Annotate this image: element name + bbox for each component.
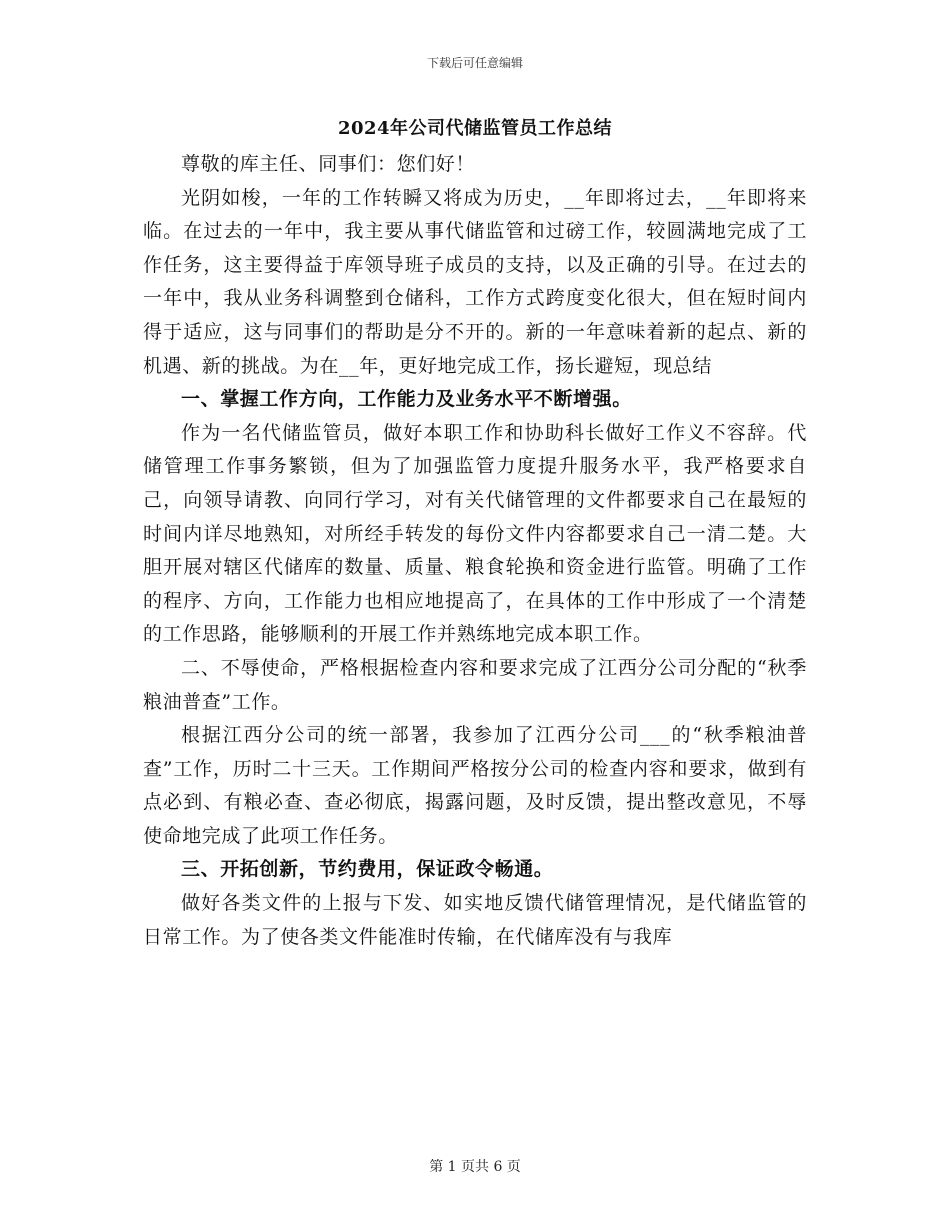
section-2-paragraph: 根据江西分公司的统一部署，我参加了江西分公司___的“秋季粮油普查”工作，历时二十三天。工作期间严格按分公司的检查内容和要求，做到有点必到、有粮必查、查必彻底，揭露问题，及时反馈，提出整改意见，不辱使命地完成了此项工作任务。 (143, 724, 807, 847)
salutation-paragraph: 尊敬的库主任、同事们：您们好！ (181, 153, 476, 175)
section-heading-3: 三、开拓创新，节约费用，保证政令畅通。 (181, 858, 554, 881)
header-note: 下载后可任意编辑 (426, 56, 523, 70)
document-body (143, 148, 807, 954)
section-1-paragraph: 作为一名代储监管员，做好本职工作和协助科长做好工作义不容辞。代储管理工作事务繁锁，但为了加强监管力度提升服务水平，我严格要求自己，向领导请教、向同行学习，对有关代储管理的文件都要求自己在最短的时间内详尽地熟知，对所经手转发的每份文件内容都要求自己一清二楚。大胆开展对辖区代储库的数量、质量、粮食轮换和资金进行监管。明确了工作的程序、方向，工作能力也相应地提高了，在具体的工作中形成了一个清楚的工作思路，能够顺利的开展工作并熟练地完成本职工作。 (143, 421, 807, 646)
document-title: 2024年公司代储监管员工作总结 (337, 118, 613, 139)
section-heading-2: 二、不辱使命，严格根据检查内容和要求完成了江西分公司分配的“秋季粮油普查”工作。 (143, 656, 807, 713)
page-number-footer: 第 1 页共 6 页 (429, 1159, 521, 1175)
intro-paragraph: 光阴如梭，一年的工作转瞬又将成为历史，__年即将过去，__年即将来临。在过去的一年中，我主要从事代储监管和过磅工作，较圆满地完成了工作任务，这主要得益于库领导班子成员的支持，以及正确的引导。在过去的一年中，我从业务科调整到仓储科，工作方式跨度变化很大，但在短时间内得于适应，这与同事们的帮助是分不开的。新的一年意味着新的起点、新的机遇、新的挑战。为在__年，更好地完成工作，扬长避短，现总结 (143, 186, 807, 377)
section-heading-1: 一、掌握工作方向，工作能力及业务水平不断增强。 (181, 388, 632, 411)
section-3-paragraph: 做好各类文件的上报与下发、如实地反馈代储管理情况，是代储监管的日常工作。为了使各类文件能准时传输，在代储库没有与我库 (143, 892, 807, 948)
